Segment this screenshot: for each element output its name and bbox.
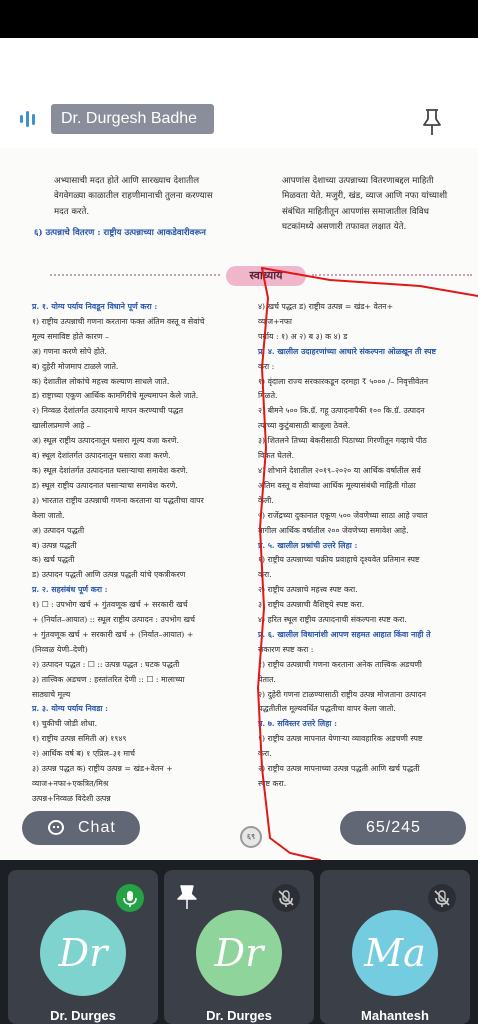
text-line: पर्याय : १) अ २) ब ३) क ४) ड: [258, 331, 348, 341]
text-line: अ) उत्पादन पद्धती: [32, 525, 85, 535]
text-line: मागील आर्थिक वर्षातील २०० जेवणेच्या समावेश आहे.: [258, 525, 409, 535]
status-bar: [0, 0, 478, 38]
chat-icon: [48, 820, 64, 835]
text-line: ड) स्थूल राष्ट्रीय उत्पादनात घसाऱ्याचा समावेश करणे.: [32, 480, 178, 490]
text-line: १) राष्ट्रीय उत्पन्न मापनात येणाऱ्या व्यावहारिक अडचणी स्पष्ट: [258, 734, 423, 744]
text-line: वेगवेगळ्या काळातील राहणीमानाची तुलना करण्यास: [54, 191, 213, 202]
participant-tile[interactable]: [320, 870, 470, 1024]
text-line: २) उत्पादन पद्धत : ☐ :: उत्पन्न पद्धत : घटक पद्धती: [32, 659, 180, 669]
participant-tile[interactable]: [8, 870, 158, 1024]
text-line: प्र. ४. खालील उदाहरणांच्या आधारे संकल्पना ओळखून ती स्पष्ट: [258, 346, 437, 356]
text-line: त्याच्या कुटुंबासाठी बाजूला ठेवले.: [258, 421, 351, 431]
text-line: उत्पन्न+निव्वळ विदेशी उत्पन्न: [32, 793, 111, 803]
shared-document: [0, 148, 478, 860]
text-line: प्र. ६. खालील विधानांशी आपण सहमत आहात किंवा नाही ते: [258, 629, 431, 639]
text-line: + (निर्यात–आयात) :: स्थूल राष्ट्रीय उत्पादन : उपभोग खर्च: [32, 615, 195, 625]
text-line: विकत घेतले.: [258, 451, 295, 461]
text-line: मदत करते.: [54, 206, 90, 217]
text-line: प्र. ७. सविस्तर उत्तरे लिहा :: [258, 719, 337, 729]
text-line: १) राष्ट्रीय उत्पन्नाच्या चक्रीय प्रवाहाचे दृश्यवेत प्रतिमान स्पष्ट: [258, 555, 420, 565]
participant-tile[interactable]: [164, 870, 314, 1024]
text-line: केला जातो.: [32, 510, 65, 520]
text-line: अ) गणना करणे सोपे होते.: [32, 346, 107, 356]
text-line: व्याज+नफा: [258, 316, 292, 326]
page-indicator-text: 65/245: [366, 819, 421, 836]
text-line: अंतिम वस्तू व सेवांच्या आर्थिक मूल्यासंबंधी माहिती गोळा: [258, 480, 416, 490]
text-line: केली.: [258, 495, 274, 505]
chat-button[interactable]: [22, 811, 140, 845]
text-line: करा.: [258, 749, 272, 759]
text-line: ६) उत्पन्नाचे वितरण : राष्ट्रीय उत्पन्नाच्या आकडेवारीवरून: [34, 227, 206, 238]
mic-on-icon: [116, 884, 144, 912]
participant-name: Dr. Durges: [50, 1008, 116, 1023]
text-line: (निव्वळ येणी–देणी): [32, 644, 88, 654]
text-line: ४) हरित स्थूल राष्ट्रीय उत्पादनाची संकल्पना स्पष्ट करा.: [258, 615, 407, 625]
text-line: ३) भारतात राष्ट्रीय उत्पन्नाची गणना करताना या पद्धतीचा वापर: [32, 495, 204, 505]
chat-label: Chat: [78, 819, 116, 836]
text-line: ड) राष्ट्राच्या एकूण आर्थिक कामगिरीचे मूल्यमापन केले जाते.: [32, 391, 199, 401]
text-line: २) बीमने ५०० कि.ग्रॅ. गहू उत्पादनापैकी १०० कि.ग्रॅ. उत्पादन: [258, 406, 425, 416]
text-line: सकारण स्पष्ट करा :: [258, 644, 314, 654]
text-line: पद्धतीतील मूल्यवर्धित पद्धतीचा वापर केला जातो.: [258, 704, 396, 714]
participant-name: Mahantesh: [361, 1008, 429, 1023]
participant-name: Dr. Durges: [206, 1008, 272, 1023]
text-line: १) चुकीची जोडी शोधा.: [32, 719, 98, 729]
text-line: अ) स्थूल राष्ट्रीय उत्पादनातून घसारा मूल्य वजा करणे.: [32, 436, 179, 446]
text-line: संबंधित माहितीतून आपणांस समाजातील विविध: [282, 206, 429, 217]
text-line: ५) राजेंद्रच्या दुकानात एकूण ५०० जेवणेच्या साठा आहे ज्यात: [258, 510, 428, 520]
avatar: Dr: [40, 910, 126, 996]
text-line: प्र. ५. खालील प्रश्नांची उत्तरे लिहा :: [258, 540, 358, 550]
text-line: व्याज+नफा+एकत्रित/मिश्र: [32, 779, 109, 788]
text-line: २) निव्वळ देशांतर्गत उत्पादनाचे मापन करण्याची पद्धत: [32, 406, 184, 416]
text-line: ब) स्थूल देशांतर्गत उत्पादनातून घसारा वजा करणे.: [32, 451, 171, 461]
audio-level-icon: [20, 110, 40, 128]
mic-off-icon: [428, 884, 456, 912]
text-line: + गुंतवणूक खर्च + सरकारी खर्च + (निर्यात–आयात) +: [32, 629, 194, 639]
text-line: ३) तात्त्विक अडचण : हस्तांतरित देणी :: ☐ : मालाच्या: [32, 674, 185, 684]
text-line: १) वृंदाला राज्य सरकारकडून दरमहा ₹ ५००० /– निवृत्तीवेतन: [258, 376, 429, 386]
top-right-text: [282, 174, 447, 235]
divider: [50, 274, 220, 278]
text-line: खालीलप्रमाणे आहे –: [32, 421, 91, 431]
text-line: ३) राष्ट्रीय उत्पन्नाची वैशिष्ट्ये स्पष्ट करा.: [258, 600, 365, 610]
presenter-name-chip[interactable]: Dr. Durgesh Badhe: [51, 104, 214, 134]
text-line: ३) शितलने तिच्या बेकरीसाठी पिठाच्या गिरणीतून गव्हाचे पीठ: [258, 436, 427, 446]
left-column: [32, 300, 205, 807]
text-line: ड) उत्पादन पद्धती आणि उत्पन्न पद्धती यांचे एकत्रीकरण: [32, 570, 186, 580]
text-line: १) ☐ : उपभोग खर्च + गुंतवणूक खर्च + सरकारी खर्च: [32, 600, 188, 610]
text-line: १) राष्ट्रीय उत्पन्नाची गणना करताना अनेक तात्त्विक अडचणी: [258, 659, 422, 669]
text-line: ब) उत्पन्न पद्धती: [32, 540, 77, 550]
text-line: ३) उत्पन्न पद्धत क) राष्ट्रीय उत्पन्न = खंड+वेतन +: [32, 764, 173, 774]
right-column: [258, 300, 436, 792]
text-line: मूल्य समाविष्ट होते कारण –: [32, 331, 109, 341]
text-line: प्र. १. योग्य पर्याय निवडून विधाने पूर्ण करा :: [32, 302, 158, 311]
text-line: आपणांस देशाच्या उत्पन्नाच्या वितरणाबद्दल माहिती: [282, 176, 434, 186]
divider: [312, 274, 472, 278]
text-line: करा :: [258, 361, 275, 371]
text-line: प्र. ३. योग्य पर्याय निवडा :: [32, 704, 108, 714]
header: [0, 38, 478, 148]
page-indicator[interactable]: [340, 811, 466, 845]
text-line: क) स्थूल देशांतर्गत उत्पादनात घसाऱ्याचा समावेश करणे.: [32, 465, 189, 475]
text-line: ४) शोभाने देशातील २०१९–२०२० या आर्थिक वर्षातील सर्व: [258, 465, 421, 475]
page-number: ६९: [240, 826, 262, 848]
text-line: क) खर्च पद्धती: [32, 555, 75, 565]
text-line: १) राष्ट्रीय उत्पन्न समिती अ) १९४९: [32, 734, 127, 744]
text-line: अभ्यासाची मदत होते आणि सारख्याच देशातील: [54, 176, 200, 186]
mic-off-icon: [272, 884, 300, 912]
text-line: येतात.: [258, 674, 276, 684]
text-line: २) राष्ट्रीय उत्पन्नाचे महत्त्व स्पष्ट करा.: [258, 585, 358, 595]
text-line: २) दुहेरी गणना टाळण्यासाठी राष्ट्रीय उत्पन्न मोजताना उत्पादन: [258, 689, 426, 699]
text-line: घटकांमध्ये असणारी तफावत लक्षात येते.: [282, 221, 407, 232]
text-line: ब) दुहेरी मोजमाप टाळले जाते.: [32, 361, 119, 371]
text-line: करा.: [258, 570, 272, 580]
text-line: प्र. २. सहसंबंध पूर्ण करा :: [32, 585, 108, 595]
text-line: २) आर्थिक वर्ष ब) १ एप्रिल–३१ मार्च: [32, 749, 136, 759]
text-line: क) देशातील लोकांचे महत्त्व कल्याण साधले जाते.: [32, 376, 170, 386]
text-line: स्पष्ट करा.: [258, 779, 287, 788]
participant-strip: [0, 860, 478, 1024]
pin-icon: [176, 884, 198, 910]
top-left-text: [34, 174, 213, 241]
avatar: Ma: [352, 910, 438, 996]
text-line: २) राष्ट्रीय उत्पन्न मापनाच्या उत्पन्न पद्धती आणि खर्च पद्धती: [258, 764, 420, 774]
text-line: १) राष्ट्रीय उत्पन्नाची गणना करताना फक्त अंतिम वस्तू व सेवांचे: [32, 316, 205, 326]
text-line: ४) खर्च पद्धत ड) राष्ट्रीय उत्पन्न = खंड+ वेतन+: [258, 302, 394, 311]
section-title: स्वाध्याय: [226, 266, 306, 286]
text-line: मिळते.: [258, 391, 278, 401]
text-line: साठ्याचे मूल्य: [32, 689, 71, 699]
text-line: मिळवता येते. मजुरी, खंड, व्याज आणि नफा यांच्याशी: [282, 191, 448, 202]
avatar: Dr: [196, 910, 282, 996]
pin-icon[interactable]: [420, 108, 444, 136]
